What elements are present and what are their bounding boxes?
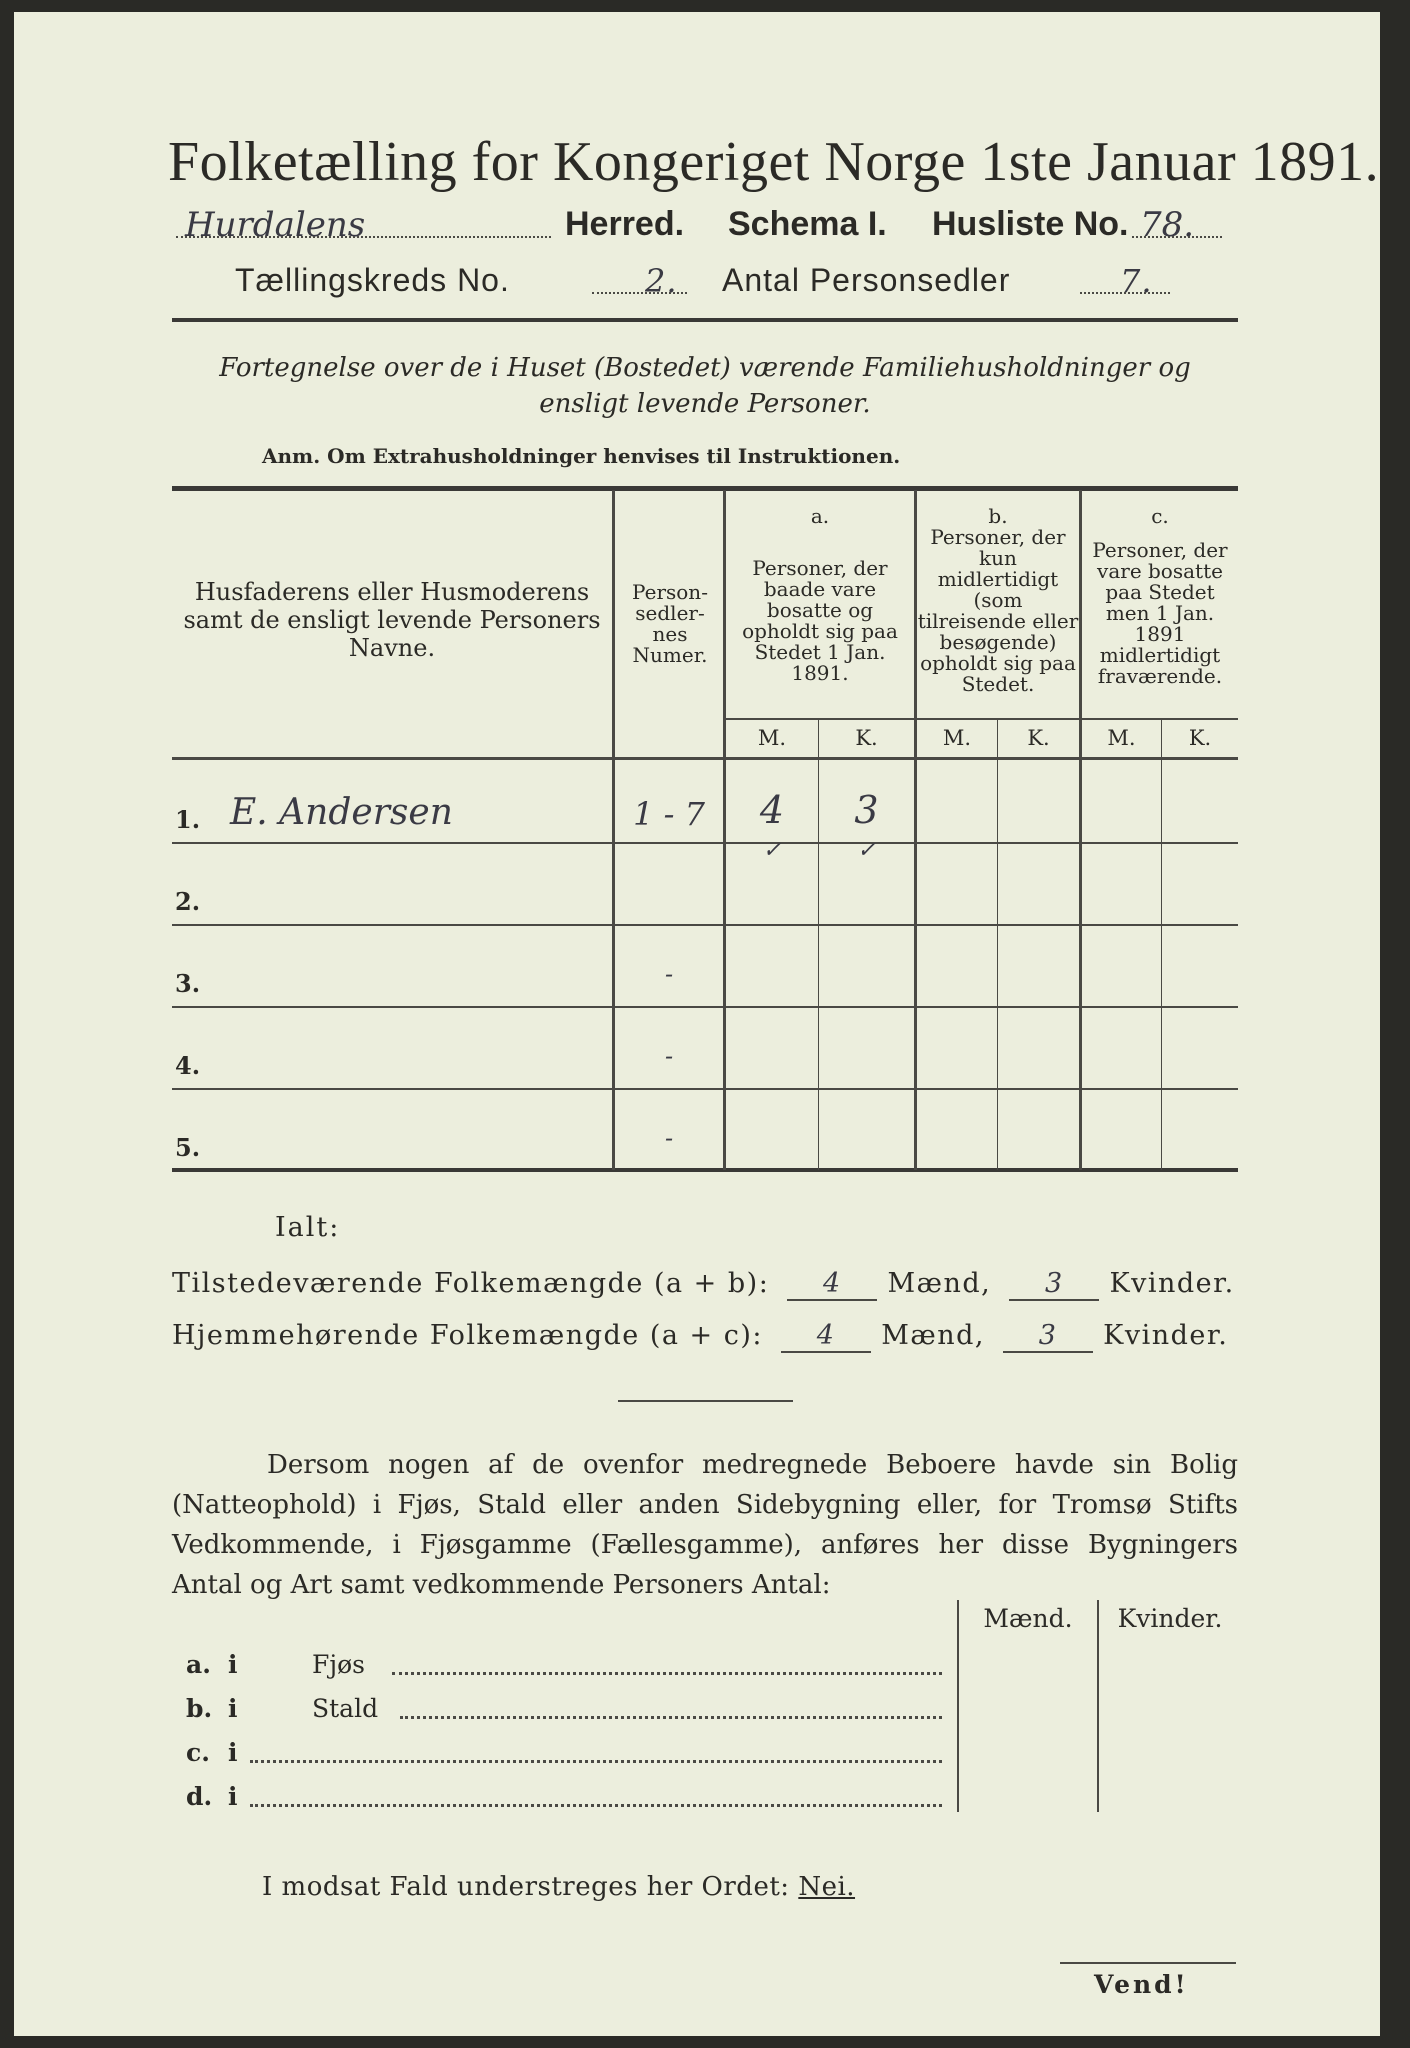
husliste-label: Husliste No. (932, 205, 1129, 243)
row-1-a-k-check: ✓ (857, 838, 876, 863)
row-sep-3 (172, 1006, 1238, 1008)
row-1-a-k: 3 (854, 788, 879, 832)
building-d-i: i (228, 1782, 238, 1811)
row-1-number: 1. (175, 805, 201, 834)
buildings-col-kvinder: Kvinder. (1117, 1604, 1223, 1633)
total-tilstede-k-label: Kvinder. (1109, 1268, 1235, 1299)
section-divider (618, 1400, 793, 1402)
col-b-k: K. (1027, 726, 1050, 750)
herred-label: Herred. (565, 205, 685, 243)
ialt-label: Ialt: (275, 1212, 341, 1243)
vend-label: Vend! (1094, 1970, 1189, 1999)
herred-value: Hurdalens (185, 205, 366, 245)
anm-note: Anm. Om Extrahusholdninger henvises til Instruktionen. (262, 444, 901, 468)
form-title: Folketælling for Kongeriget Norge 1ste Januar 1891. (168, 131, 1380, 193)
census-form-page (14, 12, 1380, 2036)
mk-top-rule (726, 718, 1238, 720)
header-rule (172, 318, 1238, 322)
col-header-names: Husfaderens eller Husmoderens samt de ensligt levende Personers Navne. (183, 578, 601, 662)
building-a-letter: a. (186, 1650, 211, 1679)
building-b-i: i (228, 1694, 238, 1723)
antal-label: Antal Personsedler (722, 262, 1011, 298)
row-5-number: 5. (175, 1133, 201, 1162)
vline-b-mk (997, 720, 998, 1170)
row-3-numer: - (664, 960, 674, 988)
kreds-label: Tællingskreds No. (235, 262, 510, 298)
total-hjemme-m-label: Mænd, (881, 1320, 985, 1351)
footer-nei: Nei. (798, 1872, 856, 1902)
col-c-letter: c. (1151, 504, 1169, 528)
row-1-a-m-check: ✓ (762, 838, 782, 863)
building-a-i: i (228, 1650, 238, 1679)
subtitle: Fortegnelse over de i Huset (Bostedet) værende Familiehusholdninger og ensligt levende Personer. (219, 353, 1191, 419)
total-tilstede-k: 3 (1009, 1268, 1099, 1301)
kreds-value: 2. (645, 262, 678, 300)
col-header-c: Personer, der vare bosatte paa Stedet men 1 Jan. 1891 midlertidigt fraværende. (1092, 538, 1228, 688)
row-sep-2 (172, 924, 1238, 926)
col-header-numer: Person-sedler-nes Numer. (632, 580, 708, 667)
total-hjemme-m: 4 (781, 1320, 871, 1353)
vline-c-mk (1161, 720, 1162, 1170)
building-d-dotline (250, 1804, 942, 1807)
col-a-m: M. (757, 726, 787, 750)
row-2-number: 2. (175, 887, 201, 916)
row-1-numer: 1 - 7 (633, 795, 705, 833)
buildings-vline-1 (957, 1600, 959, 1812)
total-hjemme-label: Hjemmehørende Folkemængde (a + c): (172, 1320, 763, 1351)
buildings-col-maend: Mænd. (983, 1604, 1073, 1633)
building-c-dotline (250, 1760, 942, 1763)
row-sep-1 (172, 842, 1238, 844)
total-tilstede-label: Tilstedeværende Folkemængde (a + b): (172, 1268, 770, 1299)
antal-value: 7. (1120, 262, 1153, 300)
col-a-letter: a. (810, 504, 830, 528)
building-b-dotline (400, 1716, 942, 1719)
row-4-number: 4. (175, 1051, 201, 1080)
vend-rule (1060, 1962, 1236, 1964)
total-row-tilstede (172, 1268, 1235, 1301)
building-b-letter: b. (186, 1694, 213, 1723)
schema-label: Schema I. (728, 205, 887, 243)
footer-line (262, 1872, 855, 1902)
row-4-numer: - (664, 1042, 674, 1070)
col-c-k: K. (1188, 726, 1212, 750)
antal-dotline (1080, 292, 1170, 294)
total-hjemme-k-label: Kvinder. (1103, 1320, 1229, 1351)
building-c-i: i (228, 1738, 238, 1767)
building-c-letter: c. (186, 1738, 210, 1767)
col-a-k: K. (855, 726, 878, 750)
row-sep-4 (172, 1088, 1238, 1090)
footer-text: I modsat Fald understreges her Ordet: (262, 1872, 790, 1902)
building-d-letter: d. (186, 1782, 213, 1811)
building-a-dotline (392, 1672, 942, 1675)
col-c-m: M. (1107, 726, 1136, 750)
instruction-paragraph: Dersom nogen af de ovenfor medregnede Beboere havde sin Bolig (Natteophold) i Fjøs, Stald eller anden Sidebygning eller, for Tromsø Stifts Vedkommende, i Fjøsgamme (Fællesgamme), anføres her disse Bygningers Antal og Art samt vedkommende Personers Antal: (172, 1450, 1238, 1600)
row-1-name: E. Andersen (230, 792, 453, 833)
row-3-number: 3. (175, 969, 201, 998)
col-b-m: M. (942, 726, 972, 750)
row-5-numer: - (664, 1124, 674, 1152)
col-b-letter: b. (988, 504, 1008, 528)
total-hjemme-k: 3 (1003, 1320, 1093, 1353)
herred-dotline (176, 236, 551, 238)
husliste-value: 78. (1140, 205, 1195, 245)
buildings-vline-2 (1097, 1600, 1099, 1812)
husliste-dotline (1132, 236, 1222, 238)
building-b-label: Stald (312, 1694, 379, 1723)
col-header-a: Personer, der baade vare bosatte og opholdt sig paa Stedet 1 Jan. 1891. (742, 556, 898, 685)
kreds-dotline (592, 292, 687, 294)
total-tilstede-m-label: Mænd, (887, 1268, 992, 1299)
row-1-a-m: 4 (759, 788, 785, 832)
col-header-b: Personer, der kun midlertidigt (som tilreisende eller besøgende) opholdt sig paa Stedet. (917, 525, 1079, 696)
total-tilstede-m: 4 (787, 1268, 877, 1301)
total-row-hjemme (172, 1320, 1228, 1353)
building-a-label: Fjøs (312, 1650, 365, 1679)
